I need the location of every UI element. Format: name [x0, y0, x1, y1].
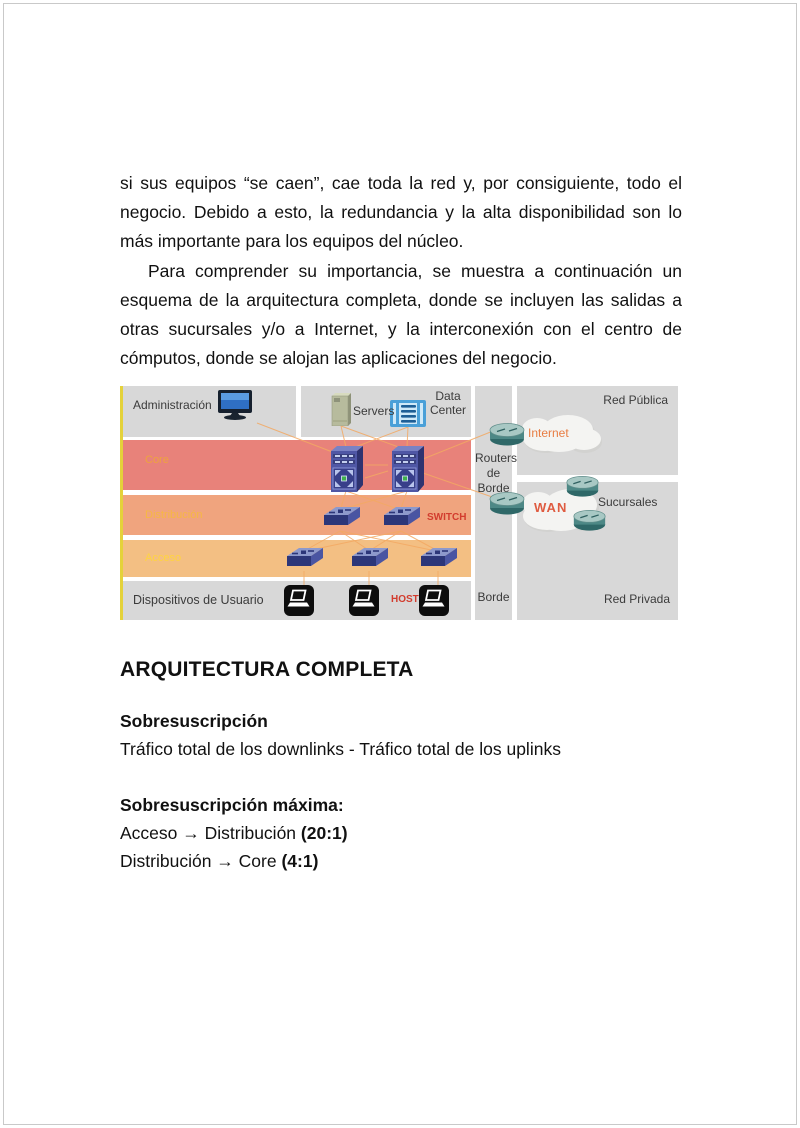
distribucion-label: Distribución	[145, 509, 203, 521]
ratio-line-distribucion	[120, 851, 318, 872]
red-publica-label: Red Pública	[603, 393, 668, 407]
sobresuscripcion-title: Sobresuscripción	[120, 711, 268, 731]
sucursales-label: Sucursales	[598, 495, 658, 509]
dispositivos-label: Dispositivos de Usuario	[133, 593, 264, 607]
body-text	[120, 169, 682, 373]
switch-icon	[320, 507, 362, 533]
host-label: HOST	[391, 594, 419, 605]
rack-icon	[390, 400, 426, 427]
internet-label: Internet	[528, 426, 569, 440]
core-label: Core	[145, 454, 169, 466]
ratio-line-acceso	[120, 823, 348, 844]
data-center-label: Data Center	[429, 389, 467, 417]
borde-label: Borde	[477, 590, 510, 604]
core-switch-icon	[388, 446, 426, 493]
ratio-line-acceso-text: Acceso → Distribución	[120, 823, 301, 843]
red-privada-label: Red Privada	[603, 592, 670, 606]
servers-label: Servers	[353, 404, 395, 418]
switch-icon	[380, 507, 422, 533]
ratio-line-distribucion-value: (4:1)	[281, 851, 319, 871]
acceso-label: Acceso	[145, 552, 182, 564]
router-icon	[565, 474, 600, 498]
laptop-icon	[419, 585, 449, 616]
sobresuscripcion-text: Tráfico total de los downlinks - Tráfico total de los uplinks	[120, 739, 561, 759]
laptop-icon	[349, 585, 379, 616]
sobresuscripcion-maxima-title: Sobresuscripción máxima:	[120, 795, 344, 815]
network-architecture-diagram	[120, 383, 682, 622]
paragraph-2: Para comprender su importancia, se muestra a continuación un esquema de la arquitectura completa, donde se incluyen las salidas a otras sucursales y/o a Internet, y la interconexión con el centro de cómputos, donde se alojan las aplicaciones del negocio.	[120, 260, 682, 369]
section-heading: ARQUITECTURA COMPLETA	[120, 658, 414, 681]
routers-de-borde-label: Routers de Borde	[475, 451, 518, 495]
ratio-line-acceso-value: (20:1)	[300, 823, 348, 843]
ratio-line-distribucion-text: Distribución → Core	[120, 851, 282, 871]
switch-label: SWITCH	[427, 512, 467, 523]
server-icon	[330, 393, 352, 426]
paragraph-1: si sus equipos “se caen”, cae toda la red y, por consiguiente, todo el negocio. Debido a esto, la redundancia y la alta disponibilidad son lo más importante para los equipos del núcleo.	[120, 173, 682, 252]
laptop-icon	[284, 585, 314, 616]
administracion-label: Administración	[133, 398, 212, 412]
router-icon	[572, 508, 607, 532]
switch-icon	[283, 548, 325, 574]
switch-icon	[348, 548, 390, 574]
switch-icon	[417, 548, 459, 574]
desktop-computer-icon	[215, 390, 257, 420]
router-icon	[488, 421, 526, 447]
core-switch-icon	[327, 446, 365, 493]
wan-label: WAN	[534, 500, 568, 515]
